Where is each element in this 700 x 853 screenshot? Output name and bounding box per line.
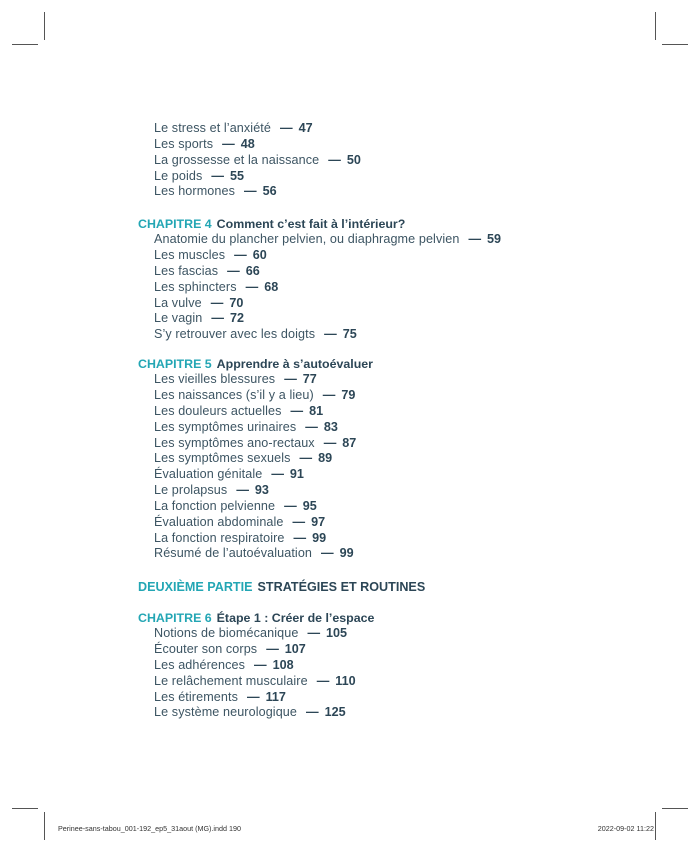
toc-chapter-5 xyxy=(138,356,658,562)
toc-entry-title: Le système neurologique xyxy=(154,705,298,720)
toc-dash: — xyxy=(280,121,293,135)
toc-entry[interactable] xyxy=(138,451,658,467)
part-label: DEUXIÈME PARTIE xyxy=(138,580,253,595)
toc-entry[interactable] xyxy=(138,137,658,153)
chapter-label: CHAPITRE 6 xyxy=(138,611,212,626)
toc-entry-title: Les vieilles blessures xyxy=(154,372,276,387)
toc-dash: — xyxy=(247,689,260,704)
toc-entry-title: Les douleurs actuelles xyxy=(154,403,282,418)
toc-dash: — xyxy=(236,483,249,498)
toc-page-number: 99 xyxy=(312,530,327,545)
toc-page-number: 81 xyxy=(309,403,324,418)
toc-dash: — xyxy=(322,387,336,402)
toc-page-number: 70 xyxy=(229,295,244,310)
toc-dash: — xyxy=(292,514,306,529)
toc-entry-title: Les sphincters xyxy=(154,279,237,294)
toc-page-number: 47 xyxy=(298,121,313,135)
toc-entry-title: Évaluation abdominale xyxy=(154,514,284,529)
chapter-title: Comment c’est fait à l’intérieur? xyxy=(216,217,406,232)
toc-page-number: 95 xyxy=(302,498,317,513)
toc-entry[interactable] xyxy=(138,626,658,642)
toc-dash: — xyxy=(284,498,297,513)
toc-entry-title: Les naissances (s’il y a lieu) xyxy=(154,387,314,402)
print-slug-file: Perinee-sans-tabou_001-192_ep5_31aout (MG).indd 190 xyxy=(58,824,242,833)
toc-page-number: 125 xyxy=(324,705,346,720)
chapter-title: Apprendre à s’autoévaluer xyxy=(216,357,373,372)
toc-dash: — xyxy=(306,705,319,720)
chapter-label: CHAPITRE 4 xyxy=(138,217,212,232)
toc-entry[interactable] xyxy=(138,404,658,420)
toc-dash: — xyxy=(316,673,330,688)
toc-entry-title: Le poids xyxy=(154,168,203,183)
toc-entry[interactable] xyxy=(138,467,658,483)
toc-entry-title: Résumé de l’autoévaluation xyxy=(154,546,313,561)
crop-mark xyxy=(12,44,38,45)
toc-entry-title: La vulve xyxy=(154,295,202,310)
print-slug-date: 2022-09-02 11:22 xyxy=(597,824,654,833)
toc-entry[interactable] xyxy=(138,515,658,531)
toc-entry[interactable] xyxy=(138,232,658,248)
toc-entry[interactable] xyxy=(138,546,658,562)
toc-entry[interactable] xyxy=(138,642,658,658)
toc-entry-title: Les symptômes urinaires xyxy=(154,419,297,434)
toc-page-number: 56 xyxy=(262,184,277,199)
toc-page-number: 48 xyxy=(240,136,255,151)
toc-page-number: 93 xyxy=(254,483,269,498)
part-heading[interactable] xyxy=(138,578,658,596)
toc-dash: — xyxy=(284,372,297,387)
toc-dash: — xyxy=(234,248,247,263)
toc-entry[interactable] xyxy=(138,483,658,499)
toc-entry-title: Les symptômes ano-rectaux xyxy=(154,435,315,450)
toc-page-number: 99 xyxy=(339,546,354,561)
toc-entry-title: Le stress et l’anxiété xyxy=(154,121,272,135)
toc-dash: — xyxy=(468,232,482,247)
toc-entry-title: Les étirements xyxy=(154,689,238,704)
toc-entry[interactable] xyxy=(138,121,658,137)
toc-entry-title: Notions de biomécanique xyxy=(154,626,299,641)
toc-entry[interactable] xyxy=(138,690,658,706)
toc-entry-title: Les sports xyxy=(154,136,214,151)
toc-dash: — xyxy=(328,152,341,167)
toc-entry-title: Les muscles xyxy=(154,248,226,263)
toc-entry-title: S’y retrouver avec les doigts xyxy=(154,327,316,342)
toc-page-number: 107 xyxy=(284,642,306,657)
toc-page-number: 66 xyxy=(245,263,260,278)
toc-page-number: 59 xyxy=(487,232,502,247)
toc-dash: — xyxy=(211,168,225,183)
toc-dash: — xyxy=(244,184,257,199)
chapter-heading[interactable] xyxy=(138,610,658,626)
chapter-heading[interactable] xyxy=(138,356,658,372)
toc-entry[interactable] xyxy=(138,658,658,674)
crop-mark xyxy=(44,12,45,40)
toc-page-number: 60 xyxy=(252,248,267,263)
crop-mark xyxy=(44,812,45,840)
part-title: STRATÉGIES ET ROUTINES xyxy=(257,580,426,595)
toc-page-number: 75 xyxy=(342,327,357,342)
toc-page-number: 110 xyxy=(335,673,356,688)
toc-dash: — xyxy=(323,435,337,450)
toc-entry-title: Les symptômes sexuels xyxy=(154,451,291,466)
toc-dash: — xyxy=(266,642,279,657)
toc-entry-title: Le relâchement musculaire xyxy=(154,673,308,688)
toc-page-number: 72 xyxy=(230,311,245,326)
chapter-title: Étape 1 : Créer de l’espace xyxy=(216,611,375,626)
toc-entry-title: La grossesse et la naissance xyxy=(154,152,320,167)
toc-page-number: 55 xyxy=(230,168,245,183)
toc-entry[interactable] xyxy=(138,674,658,690)
crop-mark xyxy=(655,812,656,840)
toc-entry[interactable] xyxy=(138,436,658,452)
toc-entry-title: Le prolapsus xyxy=(154,483,228,498)
toc-page-number: 117 xyxy=(265,689,286,704)
toc-entry-title: La fonction respiratoire xyxy=(154,530,285,545)
toc-entry-title: La fonction pelvienne xyxy=(154,498,276,513)
toc-page-number: 79 xyxy=(341,387,356,402)
toc-dash: — xyxy=(254,657,267,672)
toc-entry[interactable] xyxy=(138,327,658,343)
toc-entry[interactable] xyxy=(138,311,658,327)
toc-entry[interactable] xyxy=(138,296,658,312)
toc-page-number: 97 xyxy=(311,514,326,529)
toc-dash: — xyxy=(222,136,235,151)
crop-mark xyxy=(662,44,688,45)
toc-entry[interactable] xyxy=(138,184,658,200)
toc-dash: — xyxy=(271,467,284,482)
toc-dash: — xyxy=(321,546,334,561)
toc-entry[interactable] xyxy=(138,264,658,280)
toc-dash: — xyxy=(324,327,337,342)
toc-dash: — xyxy=(210,295,224,310)
toc-chapter-4 xyxy=(138,216,658,343)
toc-entry-title: Évaluation génitale xyxy=(154,467,263,482)
toc-entry-title: Les adhérences xyxy=(154,657,246,672)
toc-page-number: 83 xyxy=(323,419,338,434)
toc-page-number: 105 xyxy=(326,626,348,641)
toc-chapter-6 xyxy=(138,610,658,721)
toc-entry-title: Le vagin xyxy=(154,311,203,326)
toc-page-number: 89 xyxy=(318,451,333,466)
toc-page-number: 87 xyxy=(342,435,357,450)
crop-mark xyxy=(12,808,38,809)
toc-entry[interactable] xyxy=(138,499,658,515)
toc-page-number: 68 xyxy=(264,279,279,294)
table-of-contents xyxy=(138,121,658,721)
toc-entry[interactable] xyxy=(138,169,658,185)
toc-dash: — xyxy=(227,263,240,278)
toc-entry[interactable] xyxy=(138,705,658,721)
toc-group-continued xyxy=(138,121,658,200)
toc-entry-title: Les fascias xyxy=(154,263,219,278)
toc-dash: — xyxy=(245,279,259,294)
chapter-label: CHAPITRE 5 xyxy=(138,357,212,372)
crop-mark xyxy=(662,808,688,809)
toc-dash: — xyxy=(307,626,321,641)
toc-page-number: 91 xyxy=(289,467,304,482)
crop-mark xyxy=(655,12,656,40)
toc-dash: — xyxy=(293,530,307,545)
toc-entry[interactable] xyxy=(138,372,658,388)
toc-entry[interactable] xyxy=(138,248,658,264)
toc-entry-title: Écouter son corps xyxy=(154,642,258,657)
toc-page-number: 77 xyxy=(302,372,317,387)
toc-dash: — xyxy=(299,451,313,466)
toc-entry[interactable] xyxy=(138,153,658,169)
toc-entry[interactable] xyxy=(138,531,658,547)
toc-dash: — xyxy=(305,419,318,434)
toc-page-number: 108 xyxy=(272,657,294,672)
toc-entry[interactable] xyxy=(138,420,658,436)
toc-entry[interactable] xyxy=(138,388,658,404)
toc-dash: — xyxy=(211,311,225,326)
toc-entry[interactable] xyxy=(138,280,658,296)
toc-entry-title: Les hormones xyxy=(154,184,236,199)
toc-dash: — xyxy=(290,403,304,418)
chapter-heading[interactable] xyxy=(138,216,658,232)
toc-entry-title: Anatomie du plancher pelvien, ou diaphragme pelvien xyxy=(154,232,460,247)
toc-page-number: 50 xyxy=(346,152,361,167)
